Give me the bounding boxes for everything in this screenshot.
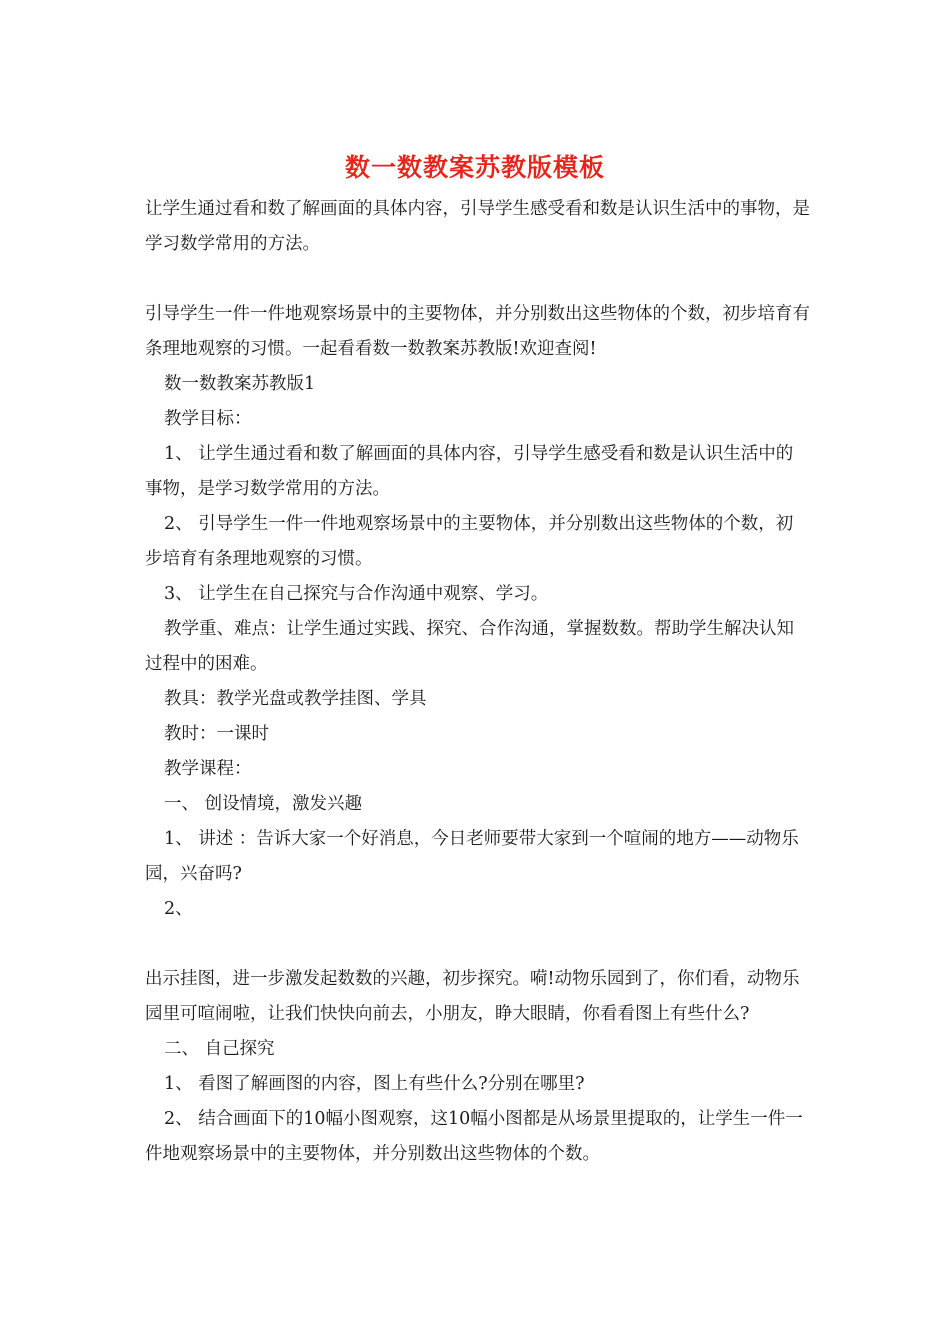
paragraph-step-1-1: 1、 讲述 ：告诉大家一个好消息，今日老师要带大家到一个喧闹的地方——动物乐园，兴奋吗?	[145, 829, 799, 884]
paragraph-goal-1: 1、 让学生通过看和数了解画面的具体内容，引导学生感受看和数是认识生活中的事物，是学习数学常用的方法。	[145, 444, 794, 499]
paragraph-intro-1: 让学生通过看和数了解画面的具体内容，引导学生感受看和数是认识生活中的事物，是学习数学常用的方法。	[145, 199, 810, 254]
paragraph-goal-3: 3、 让学生在自己探究与合作沟通中观察、学习。	[164, 584, 549, 604]
paragraph-spacer	[145, 927, 810, 962]
paragraph-step-1-2-text: 出示挂图，进一步激发起数数的兴趣，初步探究。嗬!动物乐园到了，你们看，动物乐园里可喧闹啦，让我们快快向前去，小朋友，睁大眼睛，你看看图上有些什么?	[145, 969, 800, 1024]
paragraph-teaching-aids: 教具：教学光盘或教学挂图、学具	[164, 689, 427, 709]
paragraph-goals-label: 教学目标：	[164, 409, 252, 429]
paragraph-process-label: 教学课程：	[164, 759, 252, 779]
paragraph-step-2-1: 1、 看图了解画图的内容，图上有些什么?分别在哪里?	[164, 1074, 585, 1094]
paragraph-intro-2: 引导学生一件一件地观察场景中的主要物体，并分别数出这些物体的个数，初步培育有条理地观察的习惯。一起看看数一数教案苏教版!欢迎查阅!	[145, 304, 810, 359]
document-body	[145, 192, 810, 1172]
section-heading: 数一数教案苏教版1	[164, 374, 316, 394]
paragraph-step-1-2-number: 2、	[164, 899, 193, 919]
paragraph-step-2-heading: 二、 自己探究	[164, 1039, 275, 1059]
paragraph-step-2-2: 2、 结合画面下的10幅小图观察，这10幅小图都是从场景里提取的，让学生一件一件地观察场景中的主要物体，并分别数出这些物体的个数。	[145, 1109, 803, 1164]
paragraph-lesson-time: 教时：一课时	[164, 724, 269, 744]
paragraph-spacer	[145, 262, 810, 297]
document-title: 数一数教案苏教版模板	[344, 153, 605, 182]
paragraph-key-points: 教学重、难点：让学生通过实践、探究、合作沟通，掌握数数。帮助学生解决认知过程中的困难。	[145, 619, 794, 674]
paragraph-step-1-heading: 一、 创设情境，激发兴趣	[164, 794, 363, 814]
paragraph-goal-2: 2、 引导学生一件一件地观察场景中的主要物体，并分别数出这些物体的个数，初步培育有条理地观察的习惯。	[145, 514, 794, 569]
